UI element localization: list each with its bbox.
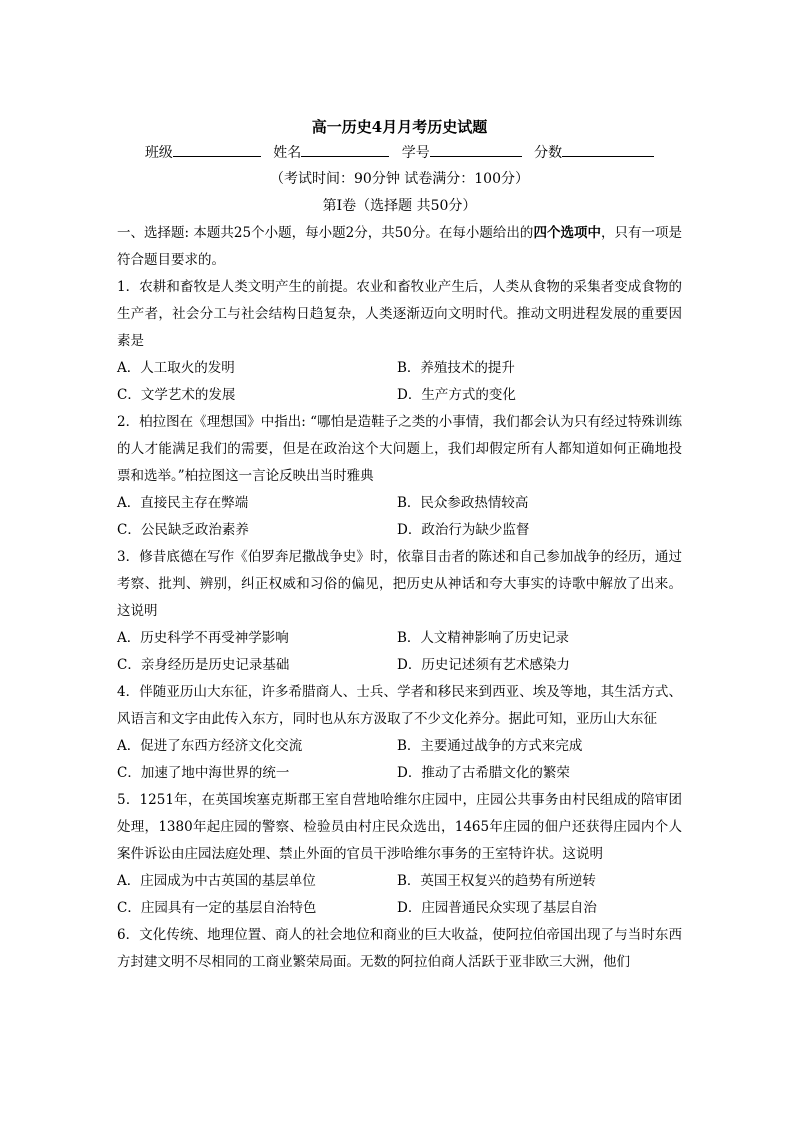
option-c[interactable]: C．亲身经历是历史记录基础 bbox=[117, 657, 290, 673]
name-blank[interactable] bbox=[301, 142, 389, 157]
option-a[interactable]: A．历史科学不再受神学影响 bbox=[117, 630, 289, 646]
instructions-text-b: 四个选项中 bbox=[533, 225, 601, 241]
option-b[interactable]: B．养殖技术的提升 bbox=[397, 360, 515, 376]
option-b[interactable]: B．民众参政热情较高 bbox=[397, 495, 529, 511]
option-d[interactable]: D．推动了古希腊文化的繁荣 bbox=[397, 765, 570, 781]
option-d[interactable]: D．生产方式的变化 bbox=[397, 387, 516, 403]
option-a[interactable]: A．人工取火的发明 bbox=[117, 360, 235, 376]
option-row bbox=[117, 895, 682, 922]
exam-title: 高一历史4月月考历史试题 bbox=[311, 118, 488, 136]
section-instructions bbox=[117, 220, 682, 274]
question-stem: 6．文化传统、地理位置、商人的社会地位和商业的巨大收益，使阿拉伯帝国出现了与当时东西方封建文明不尽相同的工商业繁荣局面。无数的阿拉伯商人活跃于亚非欧三大洲，他们 bbox=[117, 927, 682, 970]
score-blank[interactable] bbox=[562, 142, 654, 157]
option-b[interactable]: B．主要通过战争的方式来完成 bbox=[397, 738, 583, 754]
option-row bbox=[117, 868, 682, 895]
student-id-blank[interactable] bbox=[430, 142, 522, 157]
instructions-text-c: ，只有一项是符合题目要求的。 bbox=[117, 225, 683, 268]
student-info-row bbox=[117, 140, 682, 166]
option-d[interactable]: D．政治行为缺少监督 bbox=[397, 522, 530, 538]
option-row bbox=[117, 625, 682, 652]
option-row bbox=[117, 382, 682, 409]
question-stem: 3．修昔底德在写作《伯罗奔尼撒战争史》时，依靠目击者的陈述和自己参加战争的经历，通过考察、批判、辨别，纠正权威和习俗的偏见，把历史从神话和夸大事实的诗歌中解放了出来。这说明 bbox=[117, 549, 682, 619]
option-b[interactable]: B．人文精神影响了历史记录 bbox=[397, 630, 569, 646]
question-stem: 1．农耕和畜牧是人类文明产生的前提。农业和畜牧业产生后，人类从食物的采集者变成食物的生产者，社会分工与社会结构日趋复杂，人类逐渐迈向文明时代。推动文明进程发展的重要因素是 bbox=[117, 279, 682, 349]
option-d[interactable]: D．历史记述须有艺术感染力 bbox=[397, 657, 570, 673]
option-row bbox=[117, 517, 682, 544]
question-stem: 4．伴随亚历山大东征，许多希腊商人、士兵、学者和移民来到西亚、埃及等地，其生活方式、风语言和文字由此传入东方，同时也从东方汲取了不少文化养分。据此可知，亚历山大东征 bbox=[117, 684, 682, 727]
option-c[interactable]: C．加速了地中海世界的统一 bbox=[117, 765, 290, 781]
option-row bbox=[117, 652, 682, 679]
question-stem: 5．1251年，在英国埃塞克斯郡王室自营地哈维尔庄园中，庄园公共事务由村民组成的陪审团处理，1380年起庄园的警察、检验员由村庄民众选出，1465年庄园的佃户还获得庄园内个人案件诉讼由庄园法庭处理、禁止外面的官员干涉哈维尔事务的王室特许状。这说明 bbox=[117, 792, 682, 862]
exam-time-info: （考试时间：90分钟 试卷满分：100分） bbox=[270, 171, 529, 187]
option-a[interactable]: A．直接民主存在弊端 bbox=[117, 495, 249, 511]
option-c[interactable]: C．庄园具有一定的基层自治特色 bbox=[117, 900, 317, 916]
option-d[interactable]: D．庄园普通民众实现了基层自治 bbox=[397, 900, 597, 916]
option-a[interactable]: A．促进了东西方经济文化交流 bbox=[117, 738, 303, 754]
name-label: 姓名 bbox=[273, 145, 302, 161]
option-c[interactable]: C．公民缺乏政治素养 bbox=[117, 522, 249, 538]
option-row bbox=[117, 355, 682, 382]
section-title: 第Ⅰ卷（选择题 共50分） bbox=[322, 198, 477, 214]
class-blank[interactable] bbox=[173, 142, 261, 157]
option-row bbox=[117, 760, 682, 787]
option-row bbox=[117, 733, 682, 760]
option-a[interactable]: A．庄园成为中古英国的基层单位 bbox=[117, 873, 316, 889]
score-label: 分数 bbox=[534, 145, 563, 161]
exam-page bbox=[117, 115, 682, 976]
instructions-text-a: 一、选择题: 本题共25个小题，每小题2分，共50分。在每小题给出的 bbox=[117, 225, 534, 241]
class-label: 班级 bbox=[144, 145, 173, 161]
option-b[interactable]: B．英国王权复兴的趋势有所逆转 bbox=[397, 873, 596, 889]
option-row bbox=[117, 490, 682, 517]
student-id-label: 学号 bbox=[401, 145, 430, 161]
option-c[interactable]: C．文学艺术的发展 bbox=[117, 387, 236, 403]
question-stem: 2．柏拉图在《理想国》中指出: “哪怕是造鞋子之类的小事情，我们都会认为只有经过特殊训练的人才能满足我们的需要，但是在政治这个大问题上，我们却假定所有人都知道如何正确地投票和选举。”柏拉图这一言论反映出当时雅典 bbox=[117, 414, 682, 484]
